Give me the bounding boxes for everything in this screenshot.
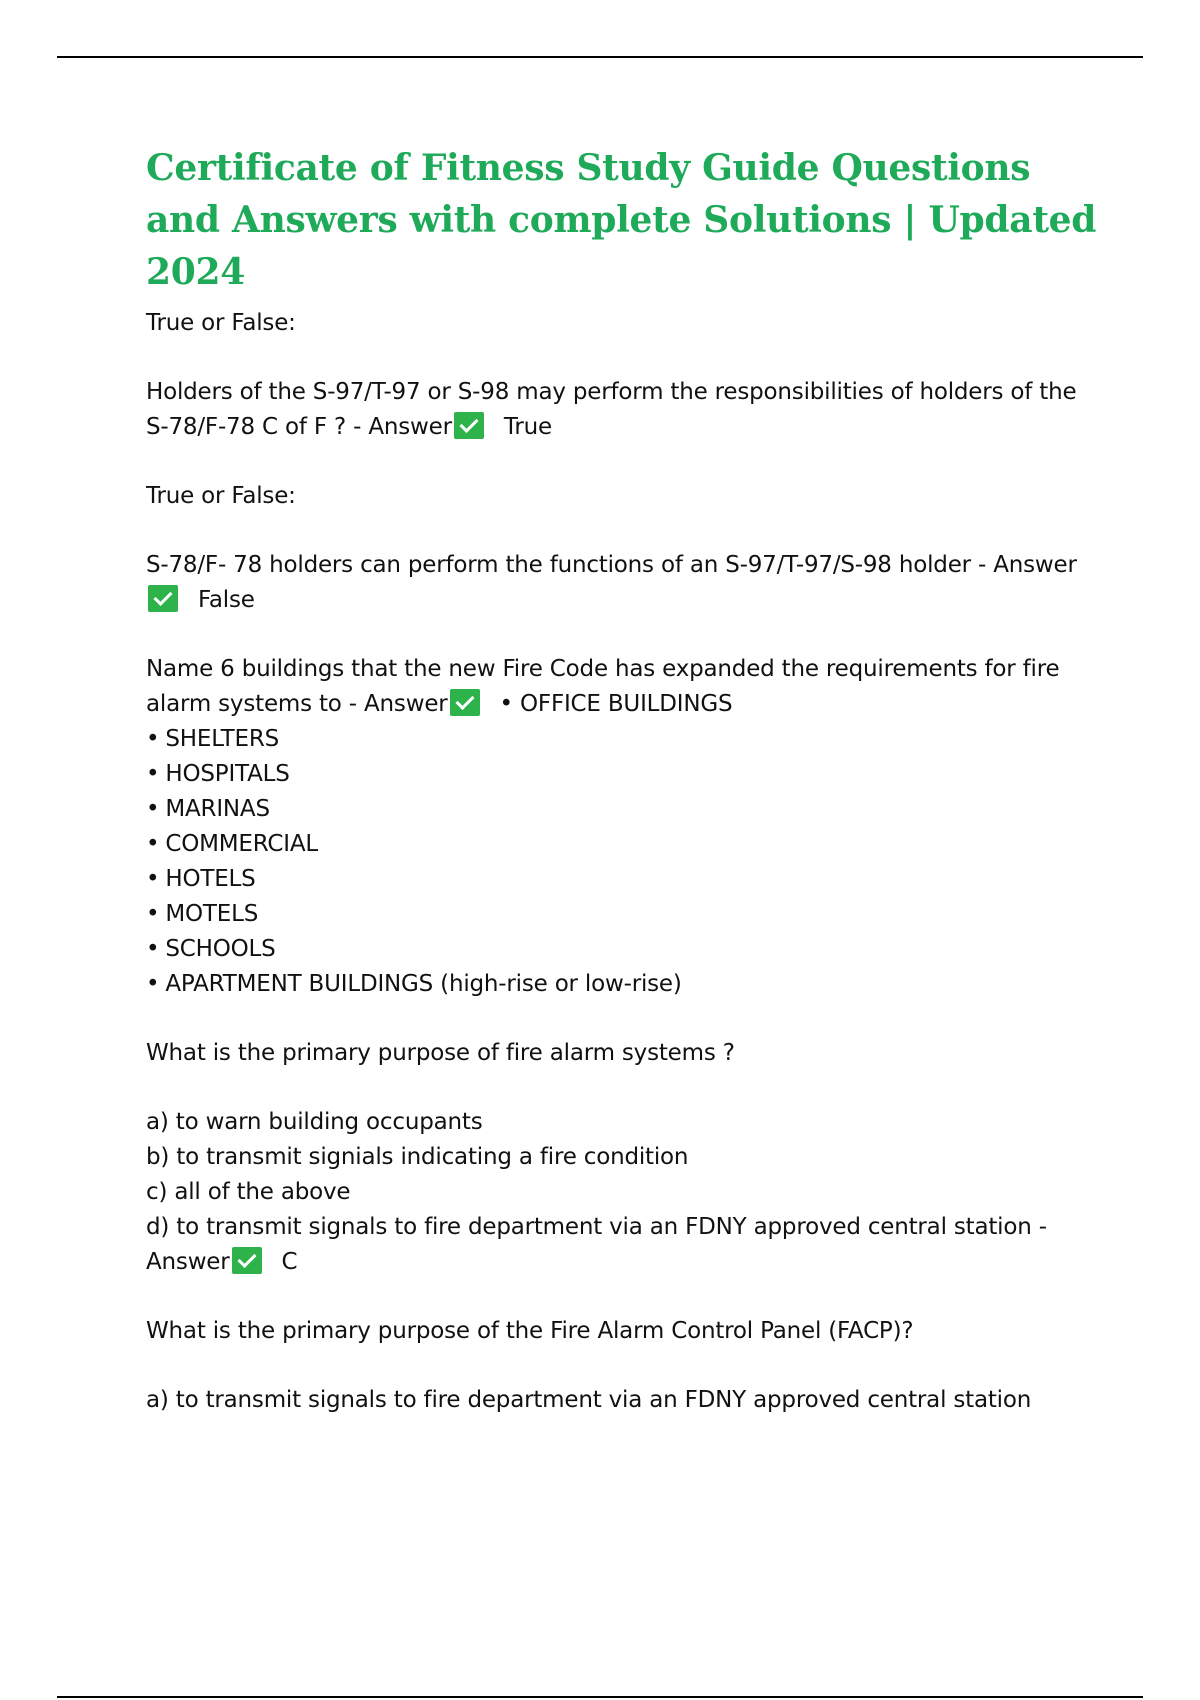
list-item: • MARINAS: [146, 792, 1106, 827]
q1-block: [146, 375, 1106, 445]
check-mark-icon: [454, 412, 484, 439]
q4-question: What is the primary purpose of fire alarm systems ?: [146, 1040, 735, 1066]
q4-option-a: a) to warn building occupants: [146, 1109, 483, 1135]
bottom-rule: [57, 1696, 1143, 1698]
q3-answer-first: • OFFICE BUILDINGS: [499, 691, 733, 717]
q3-block: [146, 652, 1106, 722]
answer-label: Answer: [993, 552, 1077, 578]
check-mark-icon: [232, 1247, 262, 1274]
document-body: [146, 306, 1106, 1452]
list-item: • COMMERCIAL: [146, 827, 1106, 862]
check-mark-icon: [148, 585, 178, 612]
q5-question: What is the primary purpose of the Fire Alarm Control Panel (FACP)?: [146, 1318, 914, 1344]
q4-option-d: d) to transmit signals to fire department via an FDNY approved central station -: [146, 1214, 1047, 1240]
document-title: Certificate of Fitness Study Guide Questions and Answers with complete Solutions | Updated 2024: [146, 147, 1097, 293]
check-mark-icon: [450, 689, 480, 716]
q2-question: S-78/F- 78 holders can perform the functions of an S-97/T-97/S-98 holder -: [146, 552, 994, 578]
q4-options: [146, 1105, 1106, 1280]
list-item: • HOTELS: [146, 862, 1106, 897]
q3-question: Name 6 buildings that the new Fire Code has expanded the requirements for fire alarm systems to -: [146, 656, 1060, 717]
q4-option-b: b) to transmit signials indicating a fire condition: [146, 1144, 689, 1170]
answer-label: Answer: [368, 414, 452, 440]
answer-label: Answer: [146, 1249, 230, 1275]
answer-label: Answer: [364, 691, 448, 717]
list-item: • SCHOOLS: [146, 932, 1106, 967]
q1-prefix: True or False:: [146, 310, 296, 336]
q5-option-a: a) to transmit signals to fire department via an FDNY approved central station: [146, 1387, 1032, 1413]
q3-answer-list: [146, 722, 1106, 1002]
q4-answer: C: [281, 1249, 298, 1275]
list-item: • MOTELS: [146, 897, 1106, 932]
list-item: • APARTMENT BUILDINGS (high-rise or low-rise): [146, 967, 1106, 1002]
list-item: • SHELTERS: [146, 722, 1106, 757]
q1-question: Holders of the S-97/T-97 or S-98 may perform the responsibilities of holders of the S-78/F-78 C of F ? -: [146, 379, 1077, 440]
top-rule: [57, 56, 1143, 58]
q2-block: [146, 548, 1106, 618]
q1-answer: True: [503, 414, 552, 440]
list-item: • HOSPITALS: [146, 757, 1106, 792]
q5-options: [146, 1383, 1106, 1418]
q2-prefix: True or False:: [146, 483, 296, 509]
q4-option-c: c) all of the above: [146, 1179, 351, 1205]
q2-answer: False: [198, 587, 255, 613]
